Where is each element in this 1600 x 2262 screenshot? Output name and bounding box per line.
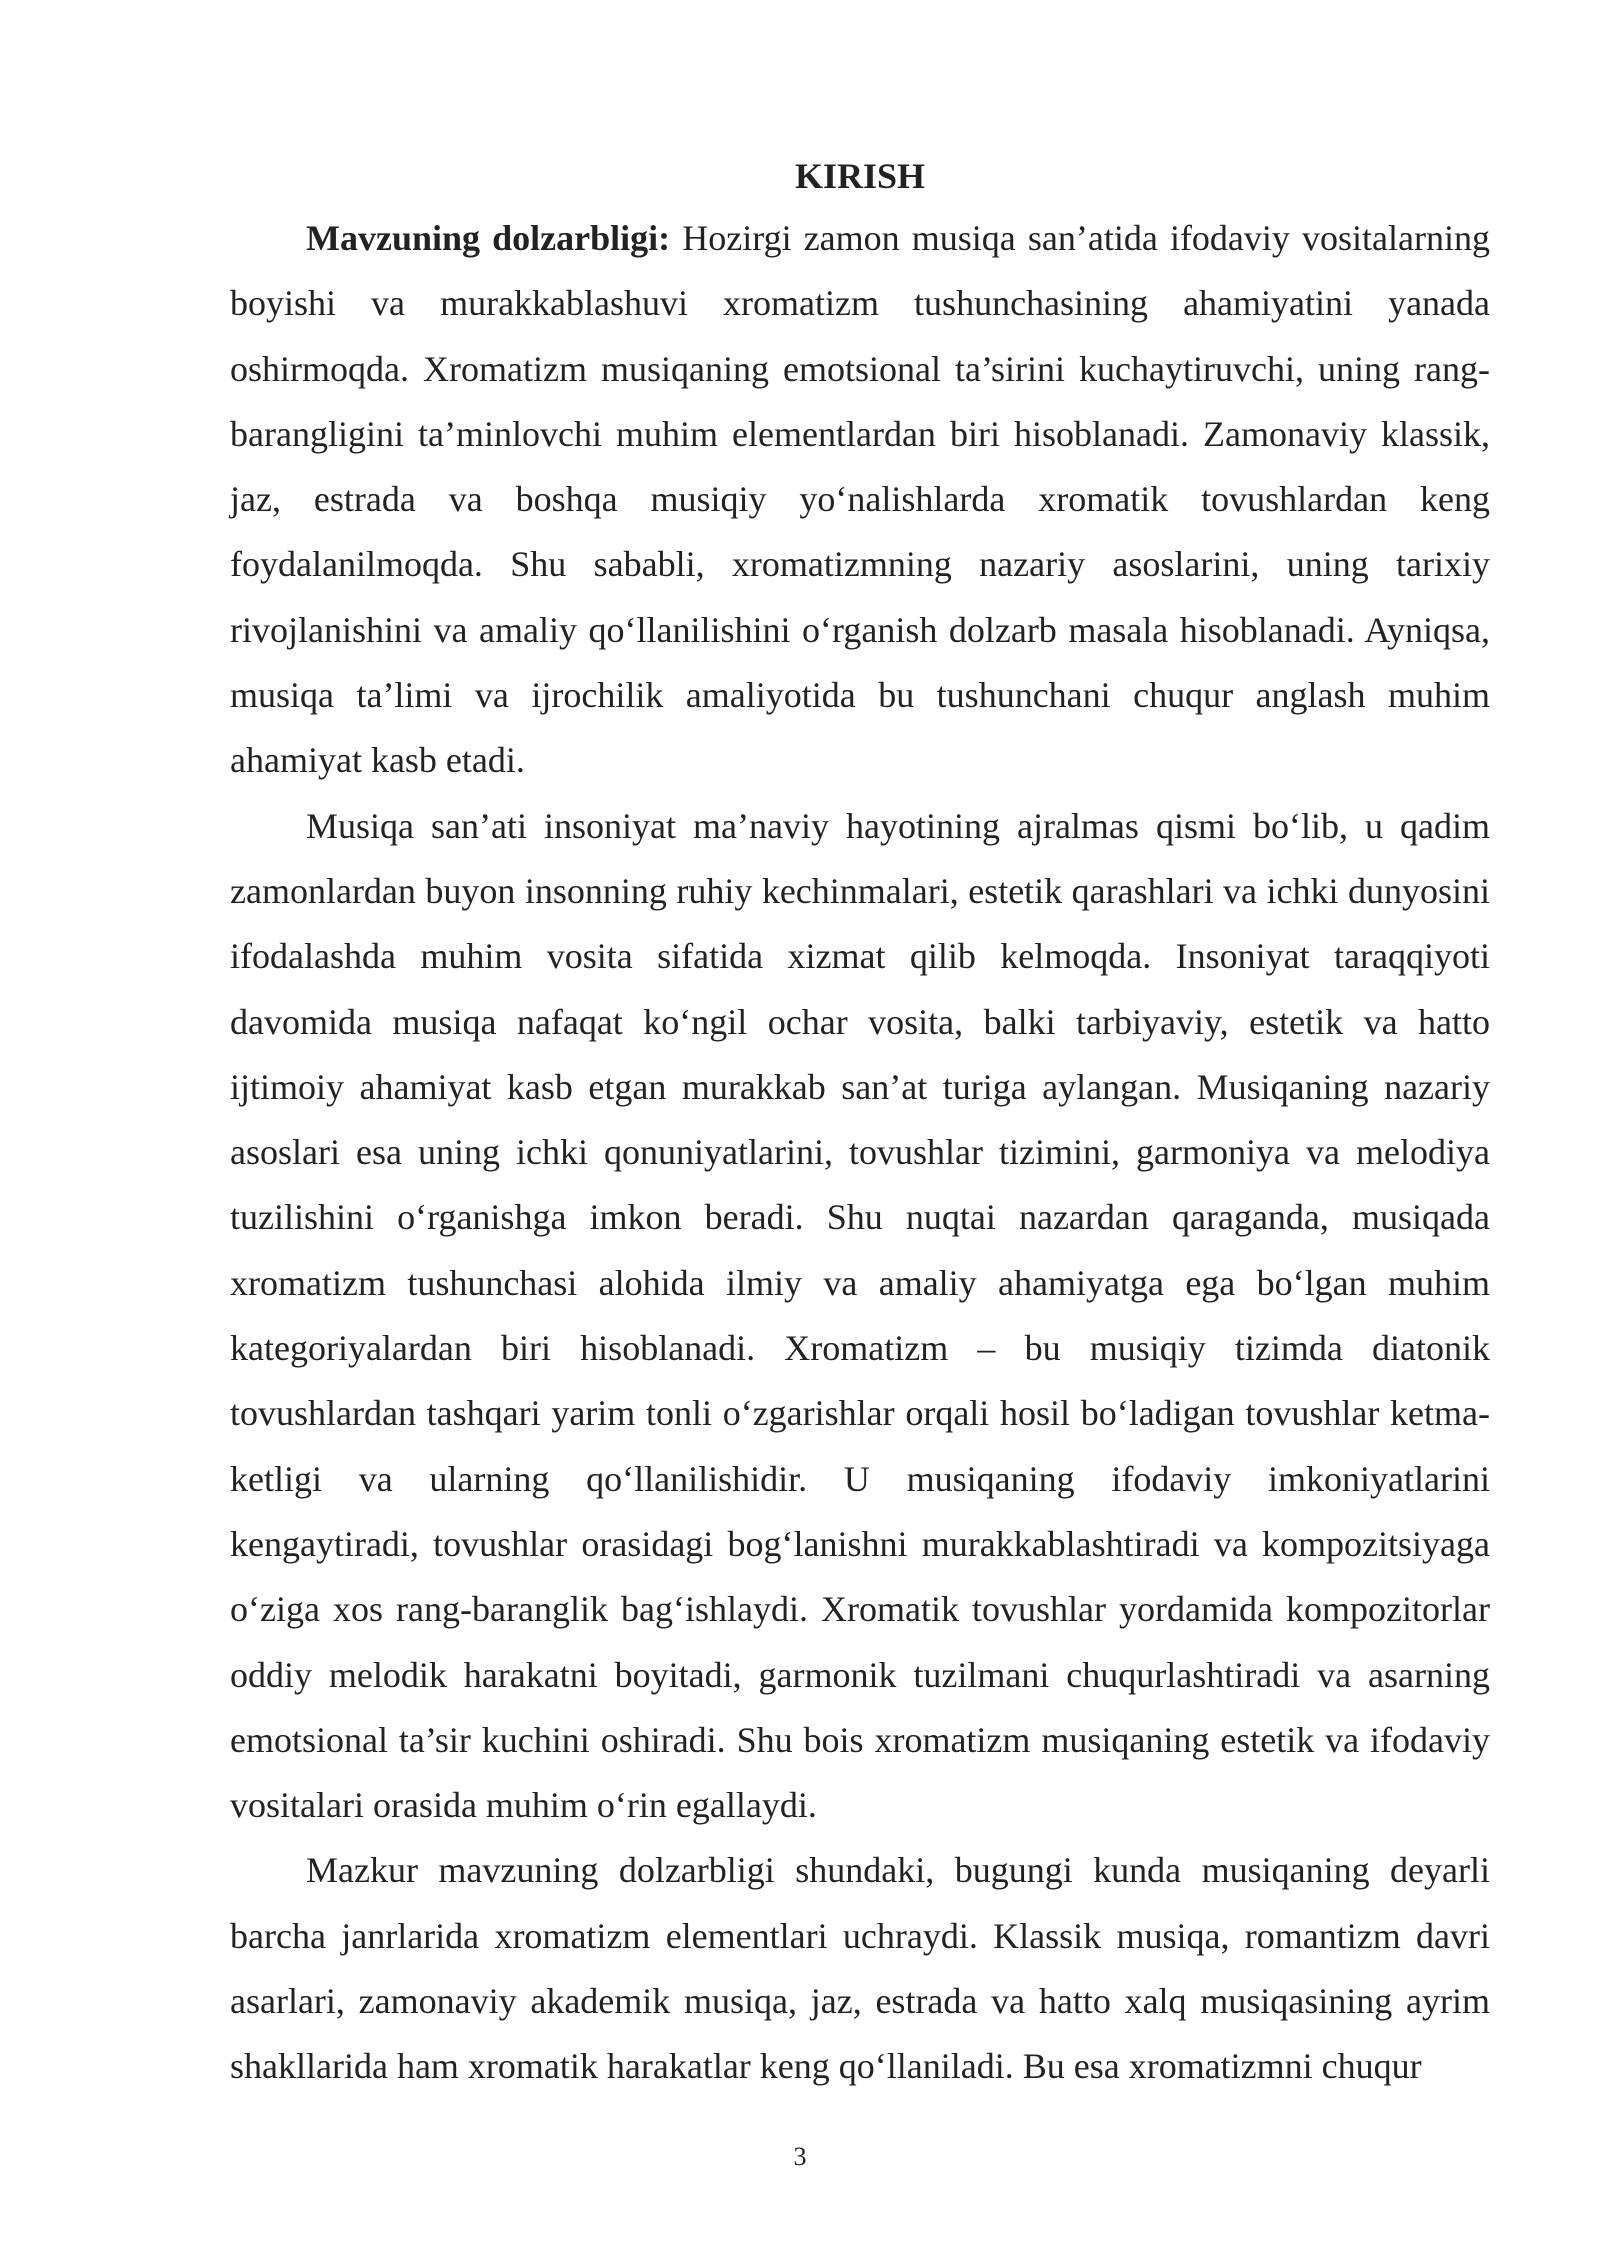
page-content xyxy=(230,146,1490,2100)
paragraph-topic-relevance: Mazkur mavzuning dolzarbligi shundaki, bugungi kunda musiqaning deyarli barcha janrlarida xromatizm elementlari uchraydi. Klassik musiqa, romantizm davri asarlari, zamonaviy akademik musiqa, jaz, estrada va hatto xalq musiqasining ayrim shakllarida ham xromatik harakatlar keng qo‘llaniladi. Bu esa xromatizmni chuqur xyxy=(230,1850,1490,2087)
paragraph-music-art: Musiqa san’ati insoniyat ma’naviy hayotining ajralmas qismi bo‘lib, u qadim zamonlardan buyon insonning ruhiy kechinmalari, estetik qarashlari va ichki dunyosini ifodalashda muhim vosita sifatida xizmat qilib kelmoqda. Insoniyat taraqqiyoti davomida musiqa nafaqat ko‘ngil ochar vosita, balki tarbiyaviy, estetik va hatto ijtimoiy ahamiyat kasb etgan murakkab san’at turiga aylangan. Musiqaning nazariy asoslari esa uning ichki qonuniyatlarini, tovushlar tizimini, garmoniya va melodiya tuzilishini o‘rganishga imkon beradi. Shu nuqtai nazardan qaraganda, musiqada xromatizm tushunchasi alohida ilmiy va amaliy ahamiyatga ega bo‘lgan muhim kategoriyalardan biri hisoblanadi. Xromatizm – bu musiqiy tizimda diatonik tovushlardan tashqari yarim tonli o‘zgarishlar orqali hosil bo‘ladigan tovushlar ketma-ketligi va ularning qo‘llanilishidir. U musiqaning ifodaviy imkoniyatlarini kengaytiradi, tovushlar orasidagi bog‘lanishni murakkablashtiradi va kompozitsiyaga o‘ziga xos rang-baranglik bag‘ishlaydi. Xromatik tovushlar yordamida kompozitorlar oddiy melodik harakatni boyitadi, garmonik tuzilmani chuqurlashtiradi va asarning emotsional ta’sir kuchini oshiradi. Shu bois xromatizm musiqaning estetik va ifodaviy vositalari orasida muhim o‘rin egallaydi. xyxy=(230,805,1490,1826)
paragraph-relevance xyxy=(230,206,1490,794)
section-title: KIRISH xyxy=(794,156,926,196)
paragraph-text: Hozirgi zamon musiqa san’atida ifodaviy vositalarning boyishi va murakkablashuvi xromatizm tushunchasining ahamiyatini yanada oshirmoqda. Xromatizm musiqaning emotsional ta’sirini kuchaytiruvchi, uning rang-barangligini ta’minlovchi muhim elementlardan biri hisoblanadi. Zamonaviy klassik, jaz, estrada va boshqa musiqiy yo‘nalishlarda xromatik tovushlardan keng foydalanilmoqda. Shu sababli, xromatizmning nazariy asoslarini, uning tarixiy rivojlanishini va amaliy qo‘llanilishini o‘rganish dolzarb masala hisoblanadi. Ayniqsa, musiqa ta’limi va ijrochilik amaliyotida bu tushunchani chuqur anglash muhim ahamiyat kasb etadi. xyxy=(230,218,1490,781)
page-number: 3 xyxy=(793,2142,807,2171)
paragraph-lead: Mavzuning dolzarbligi: xyxy=(306,218,671,258)
